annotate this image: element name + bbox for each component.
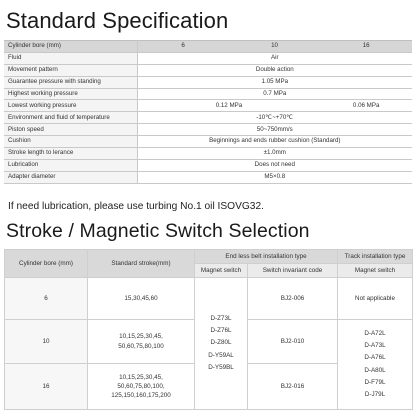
- spec-header-row: [4, 41, 412, 53]
- spec-row-value: 0.7 MPa: [137, 88, 412, 100]
- stroke-16: [88, 364, 195, 410]
- spec-header-bore: 16: [320, 41, 412, 53]
- invariant-code-10: BJ2-010: [248, 320, 338, 364]
- spec-row: [4, 136, 412, 148]
- spec-row: [4, 88, 412, 100]
- spec-row-label: Adapter diameter: [4, 171, 137, 183]
- spec-row: [4, 112, 412, 124]
- spec-row-value: 50~750mm/s: [137, 124, 412, 136]
- track-switch-item: D-J79L: [364, 391, 386, 399]
- spec-row-value: Air: [137, 52, 412, 64]
- track-switch-item: D-F79L: [364, 378, 386, 386]
- stroke-switch-table: [4, 249, 413, 410]
- spec-row: [4, 64, 412, 76]
- specification-table: [4, 40, 412, 184]
- magnet-switch-item: D-Y59BL: [208, 363, 234, 371]
- spec-row: [4, 148, 412, 160]
- magnet-switch-list: [195, 278, 248, 410]
- stroke-16-line: 10,15,25,30,45,: [119, 373, 163, 381]
- header-track-magnet-switch: Magnet switch: [338, 264, 413, 278]
- spec-row: [4, 100, 412, 112]
- spec-row-label: Fluid: [4, 52, 137, 64]
- spec-row-label: Highest working pressure: [4, 88, 137, 100]
- magnet-switch-item: D-Y59AL: [208, 351, 234, 359]
- track-switch-item: D-A72L: [364, 329, 386, 337]
- spec-row: [4, 171, 412, 183]
- spec-row-value: ±1.0mm: [137, 148, 412, 160]
- invariant-code-6: BJ2-006: [248, 278, 338, 320]
- magnet-switch-item: D-Z76L: [210, 327, 232, 335]
- spec-row-value-right: 0.06 MPa: [320, 100, 412, 112]
- invariant-code-16: BJ2-016: [248, 364, 338, 410]
- track-switch-item: D-A80L: [364, 366, 386, 374]
- track-not-applicable: Not applicable: [338, 278, 413, 320]
- stroke-10-line: 10,15,25,30,45,: [119, 333, 163, 341]
- spec-row-value: Double action: [137, 64, 412, 76]
- spec-row-label: Lowest working pressure: [4, 100, 137, 112]
- stroke-10-line: 50,60,75,80,100: [118, 342, 164, 350]
- header-magnet-switch: Magnet switch: [195, 264, 248, 278]
- spec-row-value: M5×0.8: [137, 171, 412, 183]
- track-switch-list: [338, 320, 413, 410]
- bore-16: 16: [5, 364, 88, 410]
- magnet-switch-item: D-Z80L: [210, 339, 232, 347]
- bore-6: 6: [5, 278, 88, 320]
- spec-header-label: Cylinder bore (mm): [4, 41, 137, 53]
- spec-row-value-left: 0.12 MPa: [137, 100, 320, 112]
- spec-row: [4, 76, 412, 88]
- spec-row-label: Stroke length to lerance: [4, 148, 137, 160]
- spec-row-value: -10℃~+70℃: [137, 112, 412, 124]
- magnet-switch-item: D-Z73L: [210, 314, 232, 322]
- spec-header-bore: 6: [137, 41, 229, 53]
- track-switch-item: D-A73L: [364, 341, 386, 349]
- spec-row-value: Beginnings and ends rubber cushion (Standard): [137, 136, 412, 148]
- header-endless-belt: End less belt installation type: [195, 250, 338, 264]
- header-track-installation: Track installation type: [338, 250, 413, 264]
- track-switch-item: D-A76L: [364, 354, 386, 362]
- header-switch-invariant-code: Switch invariant code: [248, 264, 338, 278]
- stroke-6-line: 15,30,45,60: [124, 294, 158, 302]
- lubrication-note: If need lubrication, please use turbing No.1 oil ISOVG32.: [8, 201, 264, 212]
- stroke-10: [88, 320, 195, 364]
- spec-row-label: Movement pattern: [4, 64, 137, 76]
- header-cylinder-bore: Cylinder bore (mm): [5, 250, 88, 278]
- stroke-16-line: 50,60,75,80,100,: [117, 382, 165, 390]
- stroke-6: [88, 278, 195, 320]
- spec-row-label: Cushion: [4, 136, 137, 148]
- stroke-selection-title: Stroke / Magnetic Switch Selection: [6, 220, 310, 242]
- spec-row-label: Environment and fluid of temperature: [4, 112, 137, 124]
- stroke-6-lines: [90, 294, 192, 303]
- spec-row: [4, 52, 412, 64]
- spec-row-value: 1.05 MPa: [137, 76, 412, 88]
- spec-row-label: Piston speed: [4, 124, 137, 136]
- header-standard-stroke: Standard stroke(mm): [88, 250, 195, 278]
- bore-10: 10: [5, 320, 88, 364]
- spec-row: [4, 124, 412, 136]
- spec-row: [4, 159, 412, 171]
- spec-header-bore: 10: [229, 41, 321, 53]
- spec-row-label: Lubrication: [4, 159, 137, 171]
- standard-specification-title: Standard Specification: [6, 8, 229, 33]
- spec-row-label: Guarantee pressure with standing: [4, 76, 137, 88]
- stroke-16-line: 125,150,160,175,200: [111, 392, 171, 400]
- spec-row-value: Does not need: [137, 159, 412, 171]
